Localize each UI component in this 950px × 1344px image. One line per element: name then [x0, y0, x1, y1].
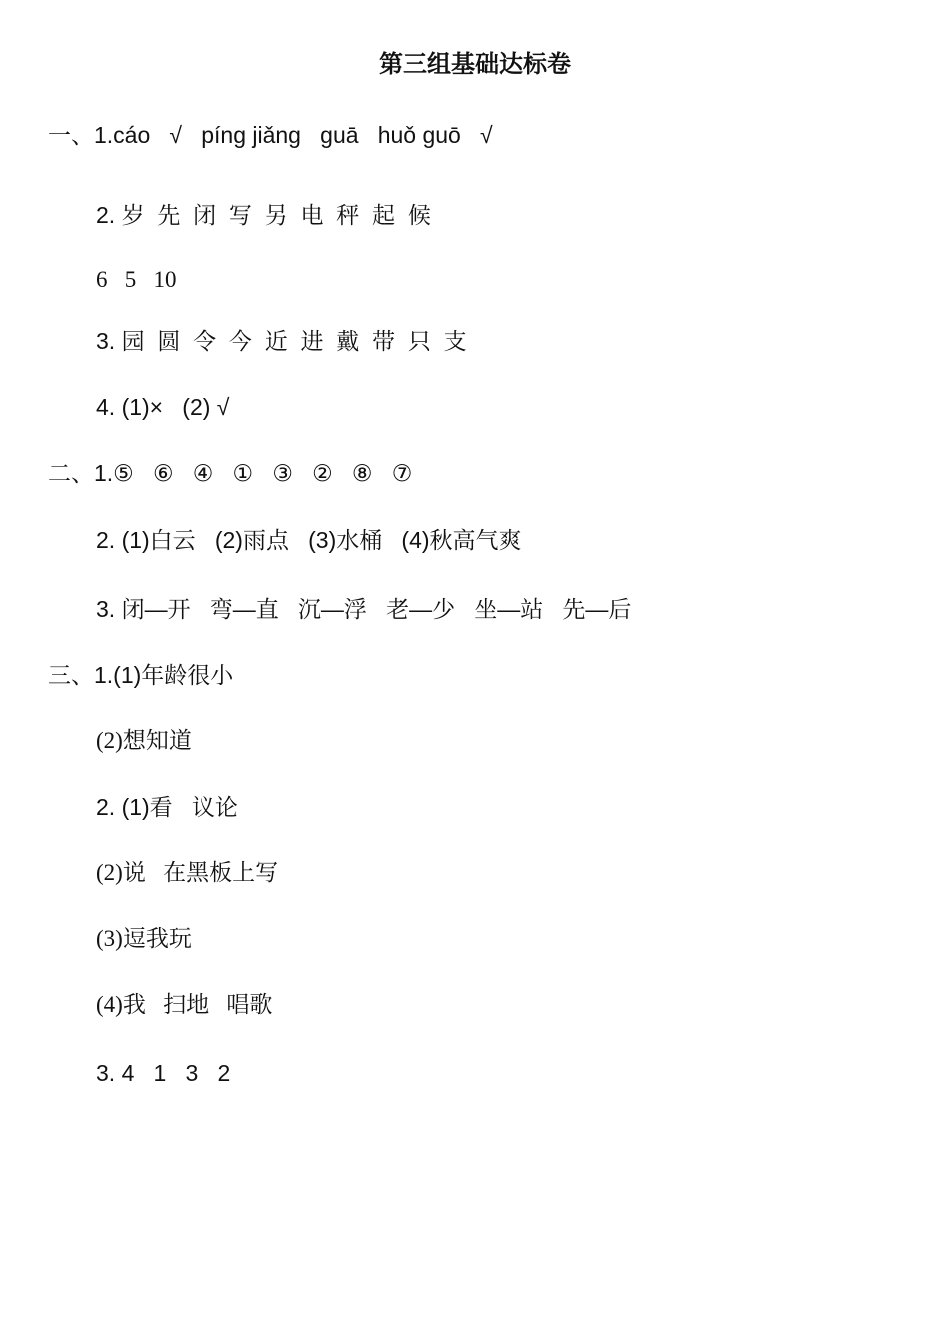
- section-1-item-3: 3. 园 圆 令 今 近 进 戴 带 只 支: [96, 328, 467, 354]
- section-2-item-1: 二、1.⑤ ⑥ ④ ① ③ ② ⑧ ⑦: [48, 460, 413, 486]
- section-3-item-2-3: (3)逗我玩: [96, 926, 192, 951]
- section-3-item-3: 3. 4 1 3 2: [96, 1060, 231, 1086]
- section-2-item-2: 2. (1)白云 (2)雨点 (3)水桶 (4)秋高气爽: [96, 527, 522, 553]
- section-3-item-2-1: 2. (1)看 议论: [96, 794, 238, 820]
- section-3-item-2-4: (4)我 扫地 唱歌: [96, 992, 273, 1017]
- section-3-item-2-2: (2)说 在黑板上写: [96, 860, 279, 885]
- section-3-item-1-2: (2)想知道: [96, 728, 192, 753]
- section-1-item-2-counts: 6 5 10: [96, 267, 177, 292]
- section-2-item-3: 3. 闭—开 弯—直 沉—浮 老—少 坐—站 先—后: [96, 596, 632, 622]
- page-title: 第三组基础达标卷: [379, 51, 571, 78]
- section-1-item-4: 4. (1)× (2) √: [96, 394, 230, 420]
- section-1-item-2: 2. 岁 先 闭 写 另 电 秤 起 候: [96, 202, 431, 228]
- section-3-item-1-1: 三、1.(1)年龄很小: [48, 662, 234, 688]
- section-1-item-1: 一、1.cáo √ píng jiǎng guā huǒ guō √: [48, 122, 493, 148]
